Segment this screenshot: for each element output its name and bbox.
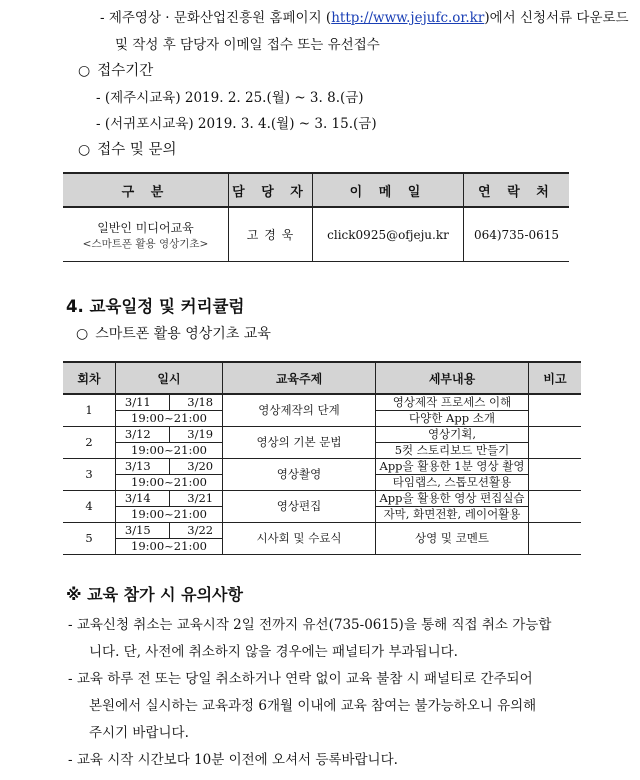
date-second: 3/21 [187,491,214,505]
header-detail: 세부내용 [376,362,529,394]
note-3-line-1: - 교육 시작 시간보다 10분 이전에 오셔서 등록바랍니다. [68,752,398,768]
session-topic: 영상편집 [223,491,376,523]
session-detail-1: App을 활용한 영상 편집실습 [376,491,529,507]
manager-cell: 고 경 욱 [229,207,313,262]
date-second: 3/19 [187,427,214,441]
session-time: 19:00~21:00 [116,443,223,459]
note-2-line-2: 본원에서 실시하는 교육과정 6개월 이내에 교육 참여는 불가능하오니 유의해 [89,698,537,714]
session-note [529,491,582,523]
date-second: 3/22 [187,523,214,537]
intro-line-1 [100,6,629,26]
header-category: 구 분 [63,173,229,207]
date-first: 3/13 [124,459,151,473]
intro-text-post: )에서 신청서류 다운로드 [484,10,629,26]
session-time: 19:00~21:00 [116,539,223,555]
email-cell[interactable]: click0925@ofjeju.kr [313,207,464,262]
reception-item-seogwipo: - (서귀포시교육) 2019. 3. 4.(월) ~ 3. 15.(금) [96,116,377,132]
date-first: 3/14 [124,491,151,505]
phone-cell: 064)735-0615 [464,207,570,262]
session-detail-2: 타임랩스, 스톱모션활용 [376,475,529,491]
session-topic: 시사회 및 수료식 [223,523,376,555]
schedule-header-row [63,362,581,394]
reception-item-jeju: - (제주시교육) 2019. 2. 25.(월) ~ 3. 8.(금) [96,90,364,106]
category-cell [63,207,229,262]
header-topic: 교육주제 [223,362,376,394]
header-manager: 담 당 자 [229,173,313,207]
session-detail-1: 상영 및 코멘트 [376,523,529,555]
schedule-table [63,361,581,555]
section4-subtitle-text: 스마트폰 활용 영상기초 교육 [95,326,271,342]
session-time: 19:00~21:00 [116,411,223,427]
section4-subtitle [76,323,271,343]
table-row [63,491,581,507]
session-detail-1: App을 활용한 1분 영상 촬영 [376,459,529,475]
note-2-line-1: - 교육 하루 전 또는 당일 취소하거나 연락 없이 교육 불참 시 패널티로 간주되어 [68,671,533,687]
session-note [529,459,582,491]
date-first: 3/11 [124,395,151,409]
session-no: 3 [63,459,116,491]
session-topic: 영상의 기본 문법 [223,427,376,459]
session-note [529,523,582,555]
session-dates [116,491,223,507]
intro-text: - 제주영상 · 문화산업진흥원 홈페이지 ( [100,10,332,26]
table-row [63,459,581,475]
inquiry-data-row [63,207,569,262]
circle-bullet-icon: ○ [78,63,91,79]
session-topic: 영상촬영 [223,459,376,491]
inquiry-heading [78,138,176,159]
session-dates [116,427,223,443]
section4-title: 4. 교육일정 및 커리큘럼 [66,297,245,316]
circle-bullet-icon: ○ [76,326,89,342]
session-dates [116,523,223,539]
session-no: 2 [63,427,116,459]
date-first: 3/12 [124,427,151,441]
table-row [63,523,581,539]
session-dates [116,459,223,475]
session-detail-2: 다양한 App 소개 [376,411,529,427]
inquiry-header-row [63,173,569,207]
header-phone: 연 락 처 [464,173,570,207]
date-second: 3/20 [187,459,214,473]
category-text: 일반인 미디어교육 [97,220,194,235]
note-1-line-1: - 교육신청 취소는 교육시작 2일 전까지 유선(735-0615)을 통해 직접 취소 가능합 [68,617,552,633]
header-email: 이 메 일 [313,173,464,207]
session-time: 19:00~21:00 [116,475,223,491]
header-note: 비고 [529,362,582,394]
circle-bullet-icon: ○ [78,142,91,158]
inquiry-table [63,172,569,262]
session-time: 19:00~21:00 [116,507,223,523]
session-dates [116,394,223,411]
header-session: 회차 [63,362,116,394]
session-detail-2: 5컷 스토리보드 만들기 [376,443,529,459]
category-sub-text: <스마트폰 활용 영상기초> [82,237,209,250]
date-first: 3/15 [124,523,151,537]
reception-heading-text: 접수기간 [97,63,154,79]
session-detail-1: 영상제작 프로세스 이해 [376,394,529,411]
session-no: 5 [63,523,116,555]
table-row [63,427,581,443]
session-detail-1: 영상기획, [376,427,529,443]
header-datetime: 일시 [116,362,223,394]
session-topic: 영상제작의 단계 [223,394,376,427]
table-row [63,394,581,411]
session-no: 4 [63,491,116,523]
inquiry-heading-text: 접수 및 문의 [97,142,177,158]
session-note [529,427,582,459]
reception-heading [78,59,153,80]
note-1-line-2: 니다. 단, 사전에 취소하지 않을 경우에는 패널티가 부과됩니다. [89,644,458,660]
intro-line-2: 및 작성 후 담당자 이메일 접수 또는 유선접수 [115,37,380,53]
notes-title: ※ 교육 참가 시 유의사항 [66,585,243,604]
session-note [529,394,582,427]
session-detail-2: 자막, 화면전환, 레이어활용 [376,507,529,523]
note-2-line-3: 주시기 바랍니다. [89,725,189,741]
homepage-link[interactable]: http://www.jejufc.or.kr [331,10,485,26]
session-no: 1 [63,394,116,427]
date-second: 3/18 [187,395,214,409]
